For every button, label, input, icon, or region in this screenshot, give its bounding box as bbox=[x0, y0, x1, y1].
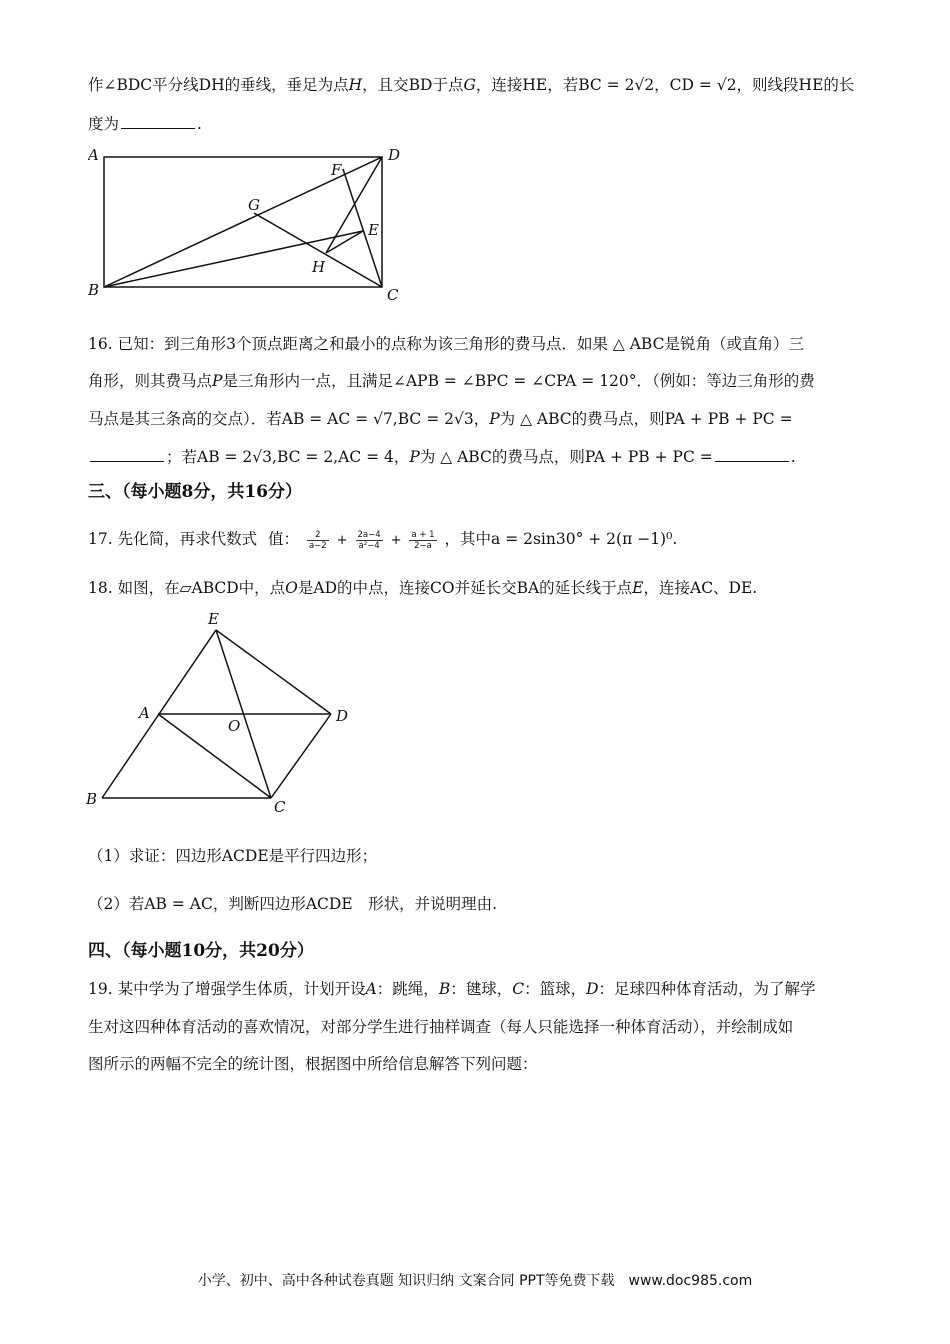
q15-line-2 bbox=[88, 113, 202, 135]
q17-line bbox=[88, 528, 677, 552]
q15-text-a: 作∠BDC平分线DH的垂线，垂足为点 bbox=[88, 76, 349, 94]
q19-line-2: 生对这四种体育活动的喜欢情况，对部分学生进行抽样调查（每人只能选择一种体育活动），并绘制成如 bbox=[88, 1018, 794, 1036]
q19-option-b: B bbox=[438, 980, 451, 998]
plus-sign-1: + bbox=[336, 533, 348, 548]
label-e: E bbox=[208, 610, 219, 628]
q19-text-c: ：毽球， bbox=[450, 980, 513, 998]
q18-line bbox=[88, 577, 757, 599]
segment-dc bbox=[271, 714, 331, 798]
fraction-2-num: 2a−4 bbox=[357, 529, 381, 540]
fraction-1 bbox=[307, 530, 329, 551]
q17-text-a: 17. 先化简，再求代数式 bbox=[88, 530, 258, 548]
q18-text-b: 是AD的中点，连接CO并延长交BA的延长线于点 bbox=[297, 579, 633, 597]
q16-text-end: . bbox=[790, 448, 796, 466]
q15-text-end: . bbox=[197, 115, 202, 133]
q18-point-e: E bbox=[632, 579, 644, 597]
q15-text-b: ，且交BD于点 bbox=[362, 76, 464, 94]
q15-text-d: 度为 bbox=[88, 115, 120, 133]
fraction-3-den: 2−a bbox=[414, 540, 432, 551]
segment-ac bbox=[158, 714, 271, 798]
q18-text-a: 18. 如图，在▱ABCD中，点 bbox=[88, 579, 286, 597]
q16-text-4b: 为 △ ABC的费马点，则PA + PB + PC = bbox=[419, 448, 713, 466]
fraction-1-num: 2 bbox=[307, 530, 329, 541]
section-three-heading: 三、（每小题8分，共16分） bbox=[88, 482, 302, 502]
q17-text-b: 值： bbox=[268, 530, 300, 548]
fraction-1-den: a−2 bbox=[308, 540, 327, 551]
q18-part-1: （1）求证：四边形ACDE是平行四边形； bbox=[88, 847, 378, 865]
q16-text-4a: ；若AB = 2√3,BC = 2,AC = 4， bbox=[166, 448, 410, 466]
q16-line-1: 16. 已知：到三角形3个顶点距离之和最小的点称为该三角形的费马点．如果 △ ABC是锐角（或直角）三 bbox=[88, 335, 804, 353]
q18-point-o: O bbox=[285, 579, 298, 597]
figure-parallelogram-abcd bbox=[86, 604, 366, 819]
q16-point-p-2: P bbox=[489, 410, 500, 428]
label-h: H bbox=[312, 258, 326, 276]
fraction-2-den: a²−4 bbox=[358, 540, 380, 551]
label-d: D bbox=[388, 146, 401, 164]
label-a: A bbox=[139, 704, 150, 722]
figure-rectangle-abcd bbox=[88, 140, 418, 310]
fraction-2 bbox=[356, 530, 383, 551]
q16-line-2 bbox=[88, 370, 815, 392]
q16-text-3b: 为 △ ABC的费马点，则PA + PB + PC = bbox=[499, 410, 793, 428]
q17-text-c: ，其中a = 2sin30° + 2(π −1)⁰. bbox=[444, 530, 678, 548]
q18-text-c: ，连接AC、DE. bbox=[643, 579, 758, 597]
q16-line-3 bbox=[88, 408, 793, 430]
q18-part-2: （2）若AB = AC，判断四边形ACDE 形状，并说明理由. bbox=[88, 895, 498, 913]
label-c: C bbox=[274, 798, 286, 816]
q19-line-1 bbox=[88, 978, 816, 1000]
q19-option-d: D bbox=[586, 980, 599, 998]
q16-line-4 bbox=[88, 446, 796, 468]
label-b: B bbox=[86, 790, 98, 808]
q15-text-c: ，连接HE，若BC = 2√2，CD = √2，则线段HE的长 bbox=[475, 76, 855, 94]
label-a: A bbox=[88, 146, 99, 164]
q19-text-e: ：足球四种体育活动，为了解学 bbox=[598, 980, 816, 998]
q19-option-c: C bbox=[512, 980, 525, 998]
q15-answer-blank[interactable] bbox=[121, 114, 195, 129]
q16-text-3a: 马点是其三条高的交点）．若AB = AC = √7,BC = 2√3， bbox=[88, 410, 490, 428]
q16-point-p-3: P bbox=[409, 448, 420, 466]
label-g: G bbox=[248, 196, 260, 214]
label-f: F bbox=[331, 161, 342, 179]
segment-ed bbox=[216, 630, 331, 714]
fraction-3 bbox=[409, 530, 436, 551]
q16-text-2a: 角形，则其费马点 bbox=[88, 372, 213, 390]
q19-text-b: ：跳绳， bbox=[376, 980, 439, 998]
q15-line-1 bbox=[88, 74, 854, 96]
q19-text-d: ：篮球， bbox=[524, 980, 587, 998]
plus-sign-2: + bbox=[390, 533, 402, 548]
fraction-3-num: a + 1 bbox=[411, 529, 435, 540]
label-o: O bbox=[228, 717, 241, 735]
q19-text-a: 19. 某中学为了增强学生体质，计划开设 bbox=[88, 980, 366, 998]
q16-text-2b: 是三角形内一点，且满足∠APB = ∠BPC = ∠CPA = 120°．（例如：等边三角形的费 bbox=[222, 372, 815, 390]
q16-point-p: P bbox=[212, 372, 223, 390]
page-footer: 小学、初中、高中各种试卷真题 知识归纳 文案合同 PPT等免费下载 www.doc985.com bbox=[197, 1273, 753, 1289]
q19-option-a: A bbox=[365, 980, 377, 998]
section-four-heading: 四、（每小题10分，共20分） bbox=[88, 941, 314, 961]
q16-answer-blank-1[interactable] bbox=[90, 447, 164, 462]
label-c: C bbox=[387, 286, 399, 304]
q15-point-h: H bbox=[348, 76, 363, 94]
label-d: D bbox=[336, 707, 349, 725]
label-e: E bbox=[368, 221, 379, 239]
q16-answer-blank-2[interactable] bbox=[715, 447, 789, 462]
label-b: B bbox=[88, 281, 100, 299]
q19-line-3: 图所示的两幅不完全的统计图，根据图中所给信息解答下列问题： bbox=[88, 1055, 538, 1073]
q15-point-g: G bbox=[463, 76, 476, 94]
